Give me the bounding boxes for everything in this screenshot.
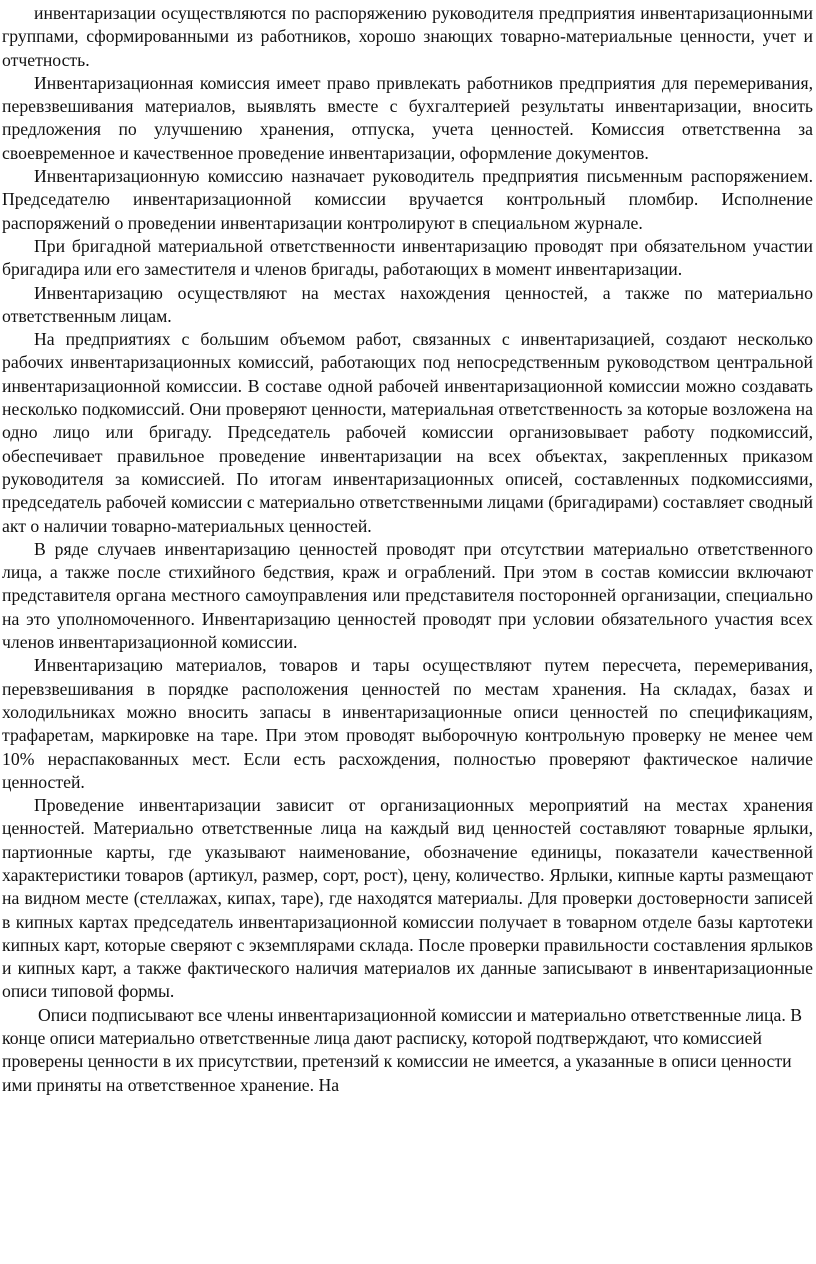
paragraph-4: При бригадной материальной ответственности инвентаризацию проводят при обязательном участии бригадира или его заместителя и членов бригады, работающих в момент инвентаризации. bbox=[2, 235, 813, 280]
paragraph-9: Проведение инвентаризации зависит от организационных мероприятий на местах хранения ценностей. Материально ответственные лица на каждый вид ценностей составляют товарные ярлыки, партионные карты, где указывают наименование, обозначение единицы, показатели качественной характеристики товаров (артикул, размер, сорт, рост), цену, количество. Ярлыки, кипные карты размещают на видном месте (стеллажах, кипах, таре), где находятся материалы. Для проверки достоверности записей в кипных картах председатель инвентаризационной комиссии получает в товарном отделе базы картотеки кипных карт, которые сверяют с экземплярами склада. После проверки правильности составления ярлыков и кипных карт, а также фактического наличия материалов их данные записывают в инвентаризационные описи типовой формы. bbox=[2, 795, 813, 1002]
paragraph-1: инвентаризации осуществляются по распоряжению руководителя предприятия инвентаризационными группами, сформированными из работников, хорошо знающих товарно-материальные ценности, учет и отчетность. bbox=[2, 3, 813, 70]
paragraph-8: Инвентаризацию материалов, товаров и тары осуществляют путем пересчета, перемеривания, перевзвешивания в порядке расположения ценностей по местам хранения. На складах, базах и холодильниках можно вносить запасы в инвентаризационные описи ценностей по спецификациям, трафаретам, маркировке на таре. При этом проводят выборочную контрольную проверку не менее чем 10% нераспакованных мест. Если есть расхождения, полностью проверяют фактическое наличие ценностей. bbox=[2, 655, 813, 792]
paragraph-10: Описи подписывают все члены инвентаризационной комиссии и материально ответственные лица. В конце описи материально ответственные лица дают расписку, которой подтверждают, что комиссией проверены ценности в их присутствии, претензий к комиссии не имеется, а указанные в описи ценности ими приняты на ответственное хранение. На bbox=[2, 1004, 802, 1095]
paragraph-3: Инвентаризационную комиссию назначает руководитель предприятия письменным распоряжением. Председателю инвентаризационной комиссии вручается контрольный пломбир. Исполнение распоряжений о проведении инвентаризации контролируют в специальном журнале. bbox=[2, 166, 813, 233]
paragraph-5: Инвентаризацию осуществляют на местах нахождения ценностей, а также по материально ответственным лицам. bbox=[2, 282, 813, 326]
paragraph-2: Инвентаризационная комиссия имеет право привлекать работников предприятия для перемеривания, перевзвешивания материалов, выявлять вместе с бухгалтерией результаты инвентаризации, вносить предложения по улучшению хранения, отпуска, учета ценностей. Комиссия ответственна за своевременное и качественное проведение инвентаризации, оформление документов. bbox=[2, 72, 813, 163]
paragraph-7: В ряде случаев инвентаризацию ценностей проводят при отсутствии материально ответственного лица, а также после стихийного бедствия, краж и ограблений. При этом в состав комиссии включают представителя органа местного самоуправления или представителя посторонней организации, специально на это уполномоченного. Инвентаризацию ценностей проводят при условии обязательного участия всех членов инвентаризационной комиссии. bbox=[2, 538, 813, 653]
paragraph-6: На предприятиях с большим объемом работ, связанных с инвентаризацией, создают несколько рабочих инвентаризационных комиссий, работающих под непосредственным руководством центральной инвентаризационной комиссии. В составе одной рабочей инвентаризационной комиссии можно создавать несколько подкомиссий. Они проверяют ценности, материальная ответственность за которые возложена на одно лицо или бригаду. Председатель рабочей комиссии организовывает работу подкомиссий, обеспечивает правильное проведение инвентаризации на всех объектах, закрепленных приказом руководителя за комиссией. По итогам инвентаризационных описей, составленных подкомиссиями, председатель рабочей комиссии с материально ответственными лицами (бригадирами) составляет сводный акт о наличии товарно-материальных ценностей. bbox=[2, 329, 813, 536]
